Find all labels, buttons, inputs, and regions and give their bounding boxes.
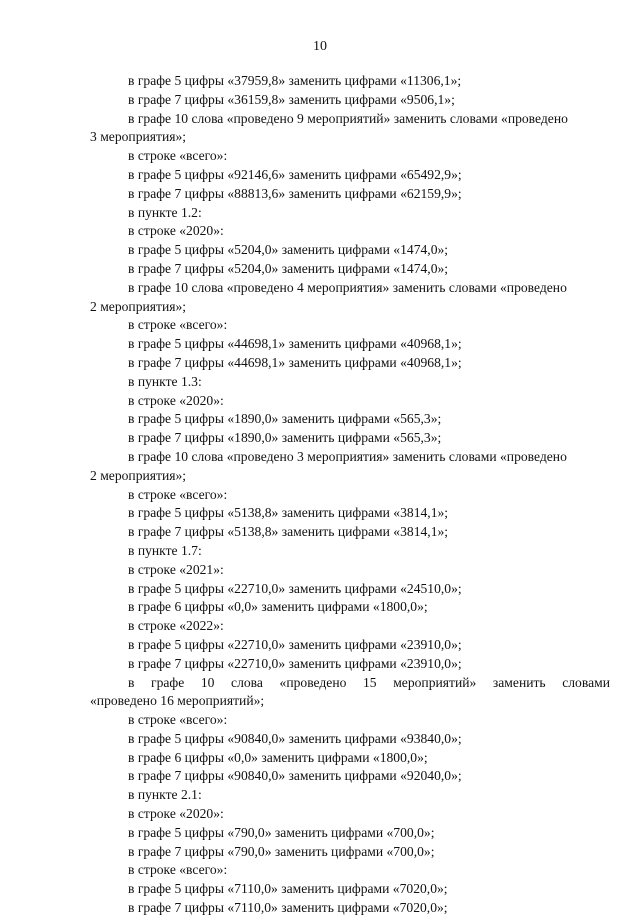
text-line: в строке «2022»: (128, 618, 224, 634)
text-line: в пункте 1.7: (128, 542, 202, 558)
text-line: в строке «всего»: (128, 712, 228, 728)
text-line: 3 мероприятия»; (90, 129, 187, 145)
text-line: в строке «2020»: (128, 392, 224, 408)
text-line: в строке «всего»: (128, 317, 228, 333)
text-line: в графе 7 цифры «1890,0» заменить цифрами «565,3»; (128, 430, 442, 446)
text-line: в графе 5 цифры «790,0» заменить цифрами «700,0»; (128, 824, 435, 840)
text-line: 2 мероприятия»; (90, 467, 187, 483)
text-line: в графе 10 слова «проведено 4 мероприятия» заменить словами «проведено (128, 279, 567, 295)
text-line: в строке «всего»: (128, 486, 228, 502)
text-line: в пункте 1.2: (128, 204, 202, 220)
text-line: в графе 7 цифры «88813,6» заменить цифрами «62159,9»; (128, 185, 462, 201)
text-line: в строке «2021»: (128, 561, 224, 577)
text-line: в графе 10 слова «проведено 15 мероприятий» заменить словами (128, 674, 610, 690)
text-line: в строке «всего»: (128, 148, 228, 164)
text-line: в графе 5 цифры «90840,0» заменить цифрами «93840,0»; (128, 730, 462, 746)
text-line: в строке «всего»: (128, 862, 228, 878)
text-line: в графе 7 цифры «790,0» заменить цифрами «700,0»; (128, 843, 435, 859)
text-line: в графе 7 цифры «5138,8» заменить цифрами «3814,1»; (128, 524, 449, 540)
text-line: в графе 5 цифры «92146,6» заменить цифрами «65492,9»; (128, 166, 462, 182)
text-line: в графе 5 цифры «22710,0» заменить цифрами «23910,0»; (128, 636, 462, 652)
text-line: «проведено 16 мероприятий»; (90, 693, 265, 709)
text-line: в графе 5 цифры «7110,0» заменить цифрами «7020,0»; (128, 881, 448, 897)
text-line: в пункте 2.1: (128, 787, 202, 803)
page-number: 10 (313, 39, 327, 54)
text-line: в графе 7 цифры «22710,0» заменить цифрами «23910,0»; (128, 655, 462, 671)
text-line: в графе 5 цифры «5204,0» заменить цифрами «1474,0»; (128, 242, 449, 258)
text-line: в графе 7 цифры «44698,1» заменить цифрами «40968,1»; (128, 354, 462, 370)
text-line: в графе 5 цифры «44698,1» заменить цифрами «40968,1»; (128, 336, 462, 352)
text-line: в строке «2020»: (128, 806, 224, 822)
text-line: в графе 10 слова «проведено 3 мероприятия» заменить словами «проведено (128, 448, 567, 464)
text-line: в графе 6 цифры «0,0» заменить цифрами «1800,0»; (128, 749, 428, 765)
text-line: в графе 7 цифры «36159,8» заменить цифрами «9506,1»; (128, 91, 455, 107)
text-line: в графе 10 слова «проведено 9 мероприятий» заменить словами «проведено (128, 110, 568, 126)
text-line: в пункте 1.3: (128, 373, 202, 389)
text-line: 2 мероприятия»; (90, 298, 187, 314)
text-line: в графе 7 цифры «5204,0» заменить цифрами «1474,0»; (128, 260, 449, 276)
text-line: в строке «2020»: (128, 223, 224, 239)
text-line: в графе 5 цифры «1890,0» заменить цифрами «565,3»; (128, 411, 442, 427)
text-line: в графе 7 цифры «7110,0» заменить цифрами «7020,0»; (128, 900, 448, 916)
text-line: в графе 5 цифры «5138,8» заменить цифрами «3814,1»; (128, 505, 449, 521)
text-line: в графе 6 цифры «0,0» заменить цифрами «1800,0»; (128, 599, 428, 615)
text-line: в графе 5 цифры «37959,8» заменить цифрами «11306,1»; (128, 73, 462, 88)
text-line: в графе 5 цифры «22710,0» заменить цифрами «24510,0»; (128, 580, 462, 596)
document-body (90, 72, 610, 918)
text-line: в графе 7 цифры «90840,0» заменить цифрами «92040,0»; (128, 768, 462, 784)
